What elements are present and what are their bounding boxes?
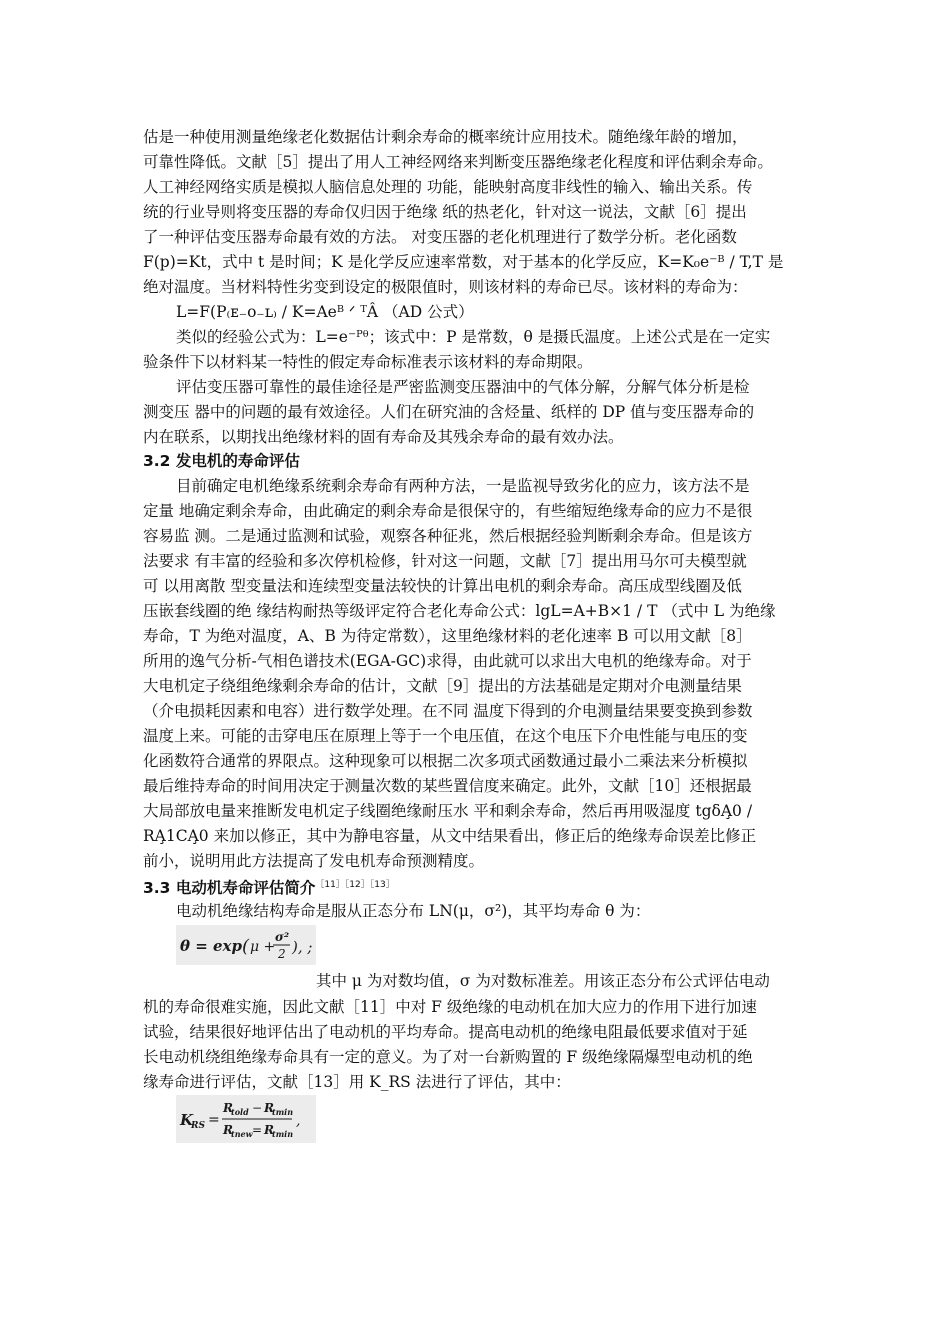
ad-formula-line: L=F(P₍ᴇ₋ᴏ₋ʟ₎ / K=Aeᴮ ᐟ ᵀÂ （AD 公式） xyxy=(176,303,474,321)
text-line: 人工神经网络实质是模拟人脑信息处理的 功能，能映射高度非线性的输入、输出关系。传 xyxy=(143,178,753,196)
text-line: 可 以用离散 型变量法和连续型变量法较快的计算出电机的剩余寿命。高压成型线圈及低 xyxy=(143,577,742,595)
heading-refs: ［11］［12］［13］ xyxy=(315,880,395,890)
text-line: 评估变压器可靠性的最佳途径是严密监测变压器油中的气体分解，分解气体分析是检 xyxy=(176,378,750,396)
formula1-lhs: θ = exp xyxy=(180,937,242,955)
formula1-tail: ), ; xyxy=(292,938,313,956)
text-line: 寿命，T 为绝对温度，A、B 为待定常数），这里绝缘材料的老化速率 B 可以用文献［8］ xyxy=(143,627,752,645)
section-heading-3-2: 3.2 发电机的寿命评估 xyxy=(143,452,300,470)
formula2-lhs: K xyxy=(180,1111,194,1129)
formula2-num-a-sub: told xyxy=(231,1107,249,1117)
text-line: 估是一种使用测量绝缘老化数据估计剩余寿命的概率统计应用技术。随绝缘年龄的增加， xyxy=(143,128,748,146)
text-line: 最后维持寿命的时间用决定于测量次数的某些置信度来确定。此外，文献［10］还根据最 xyxy=(143,777,752,795)
text-line: 温度上来。可能的击穿电压在原理上等于一个电压值，在这个电压下介电性能与电压的变 xyxy=(143,727,748,745)
text-line: 测变压 器中的问题的最有效途径。人们在研究油的含烃量、纸样的 DP 值与变压器寿命的 xyxy=(143,403,755,421)
formula2-den-b-sub: tmin xyxy=(272,1129,294,1139)
text-line: 内在联系，以期找出绝缘材料的固有寿命及其残余寿命的最有效办法。 xyxy=(143,428,624,446)
text-line: 机的寿命很难实施，因此文献［11］中对 F 级绝缘的电动机在加大应力的作用下进行加速 xyxy=(143,998,757,1016)
text-line: 法要求 有丰富的经验和多次停机检修，针对这一问题，文献［7］提出用马尔可夫模型就 xyxy=(143,552,747,570)
formula2-den-a: R xyxy=(223,1123,233,1137)
formula2-den-a-sub: tnew xyxy=(231,1129,253,1139)
text-line: 容易监 测。二是通过监测和试验，观察各种征兆，然后根据经验判断剩余寿命。但是该方 xyxy=(143,527,753,545)
text-line: （介电损耗因素和电容）进行数学处理。在不同 温度下得到的介电测量结果要变换到参数 xyxy=(143,702,753,720)
formula2-num-b: R xyxy=(264,1101,274,1115)
text-line: RA̧1CA̧0 来加以修正，其中为静电容量，从文中结果看出，修正后的绝缘寿命误差比修正 xyxy=(143,827,757,845)
formula2-num-b-sub: tmin xyxy=(272,1107,294,1117)
text-line: 了一种评估变压器寿命最有效的方法。 对变压器的老化机理进行了数学分析。老化函数 xyxy=(143,228,737,246)
section-heading-3-3 xyxy=(143,876,395,897)
formula2-tail: , xyxy=(296,1113,301,1129)
formula1-denominator: 2 xyxy=(278,947,286,961)
text-line: F(p)=Kt，式中 t 是时间；K 是化学反应速率常数，对于基本的化学反应，K=K₀e⁻ᴮ / T,T 是 xyxy=(143,253,784,271)
krs-formula-image xyxy=(176,1095,316,1143)
text-line: 前小，说明用此方法提高了发电机寿命预测精度。 xyxy=(143,852,485,870)
formula2-lhs-sub: RS xyxy=(191,1121,205,1131)
text-line: 压嵌套线圈的绝 缘结构耐热等级评定符合老化寿命公式：lgL=A+B×1 / T （式中 L 为绝缘 xyxy=(143,602,776,620)
formula1-paren: ( xyxy=(242,936,250,957)
text-line: 绝对温度。当材料特性劣变到设定的极限值时，则该材料的寿命已尽。该材料的寿命为： xyxy=(143,278,748,296)
text-line: 类似的经验公式为：L=e⁻ᴾᶿ；该式中：P 是常数，θ 是摄氏温度。上述公式是在一定实 xyxy=(176,328,771,346)
mean-life-formula-image xyxy=(176,925,316,965)
text-line: 大局部放电量来推断发电机定子线圈绝缘耐压水 平和剩余寿命，然后再用吸湿度 tgδA̧0 / xyxy=(143,802,753,820)
text-line: 统的行业导则将变压器的寿命仅归因于绝缘 纸的热老化，针对这一说法，文献［6］提出 xyxy=(143,203,747,221)
text-line: 验条件下以材料某一特性的假定寿命标准表示该材料的寿命期限。 xyxy=(143,353,593,371)
formula2-den-eq: = xyxy=(252,1123,263,1137)
formula2-eq: = xyxy=(208,1112,220,1128)
text-line: 定量 地确定剩余寿命，由此确定的剩余寿命是很保守的，有些缩短绝缘寿命的应力不是很 xyxy=(143,502,753,520)
text-line: 所用的逸气分析-气相色谱技术(EGA-GC)求得，由此就可以求出大电机的绝缘寿命。对于 xyxy=(143,652,752,670)
formula2-num-minus: − xyxy=(252,1101,263,1115)
text-line: 试验，结果很好地评估出了电动机的平均寿命。提高电动机的绝缘电阻最低要求值对于延 xyxy=(143,1023,748,1041)
text-line: 长电动机绕组绝缘寿命具有一定的意义。为了对一台新购置的 F 级绝缘隔爆型电动机的绝 xyxy=(143,1048,753,1066)
formula1-numerator: σ² xyxy=(275,930,290,944)
text-line: 大电机定子绕组绝缘剩余寿命的估计，文献［9］提出的方法基础是定期对介电测量结果 xyxy=(143,677,742,695)
text-line: 可靠性降低。文献［5］提出了用人工神经网络来判断变压器绝缘老化程度和评估剩余寿命。 xyxy=(143,153,773,171)
text-line: 缘寿命进行评估，文献［13］用 K_RS 法进行了评估，其中： xyxy=(143,1073,571,1091)
text-line: 化函数符合通常的界限点。这种现象可以根据二次多项式函数通过最小二乘法来分析模拟 xyxy=(143,752,748,770)
formula2-den-b: R xyxy=(264,1123,274,1137)
text-line: 目前确定电机绝缘系统剩余寿命有两种方法，一是监视导致劣化的应力，该方法不是 xyxy=(176,477,750,495)
heading-text: 3.3 电动机寿命评估简介 xyxy=(143,879,316,898)
formula2-num-a: R xyxy=(223,1101,233,1115)
text-line: 电动机绝缘结构寿命是服从正态分布 LN(μ，σ²)，其平均寿命 θ 为： xyxy=(176,902,651,920)
text-line: 其中 μ 为对数均值，σ 为对数标准差。用该正态分布公式评估电动 xyxy=(316,972,770,990)
formula1-mu: μ + xyxy=(250,939,276,955)
